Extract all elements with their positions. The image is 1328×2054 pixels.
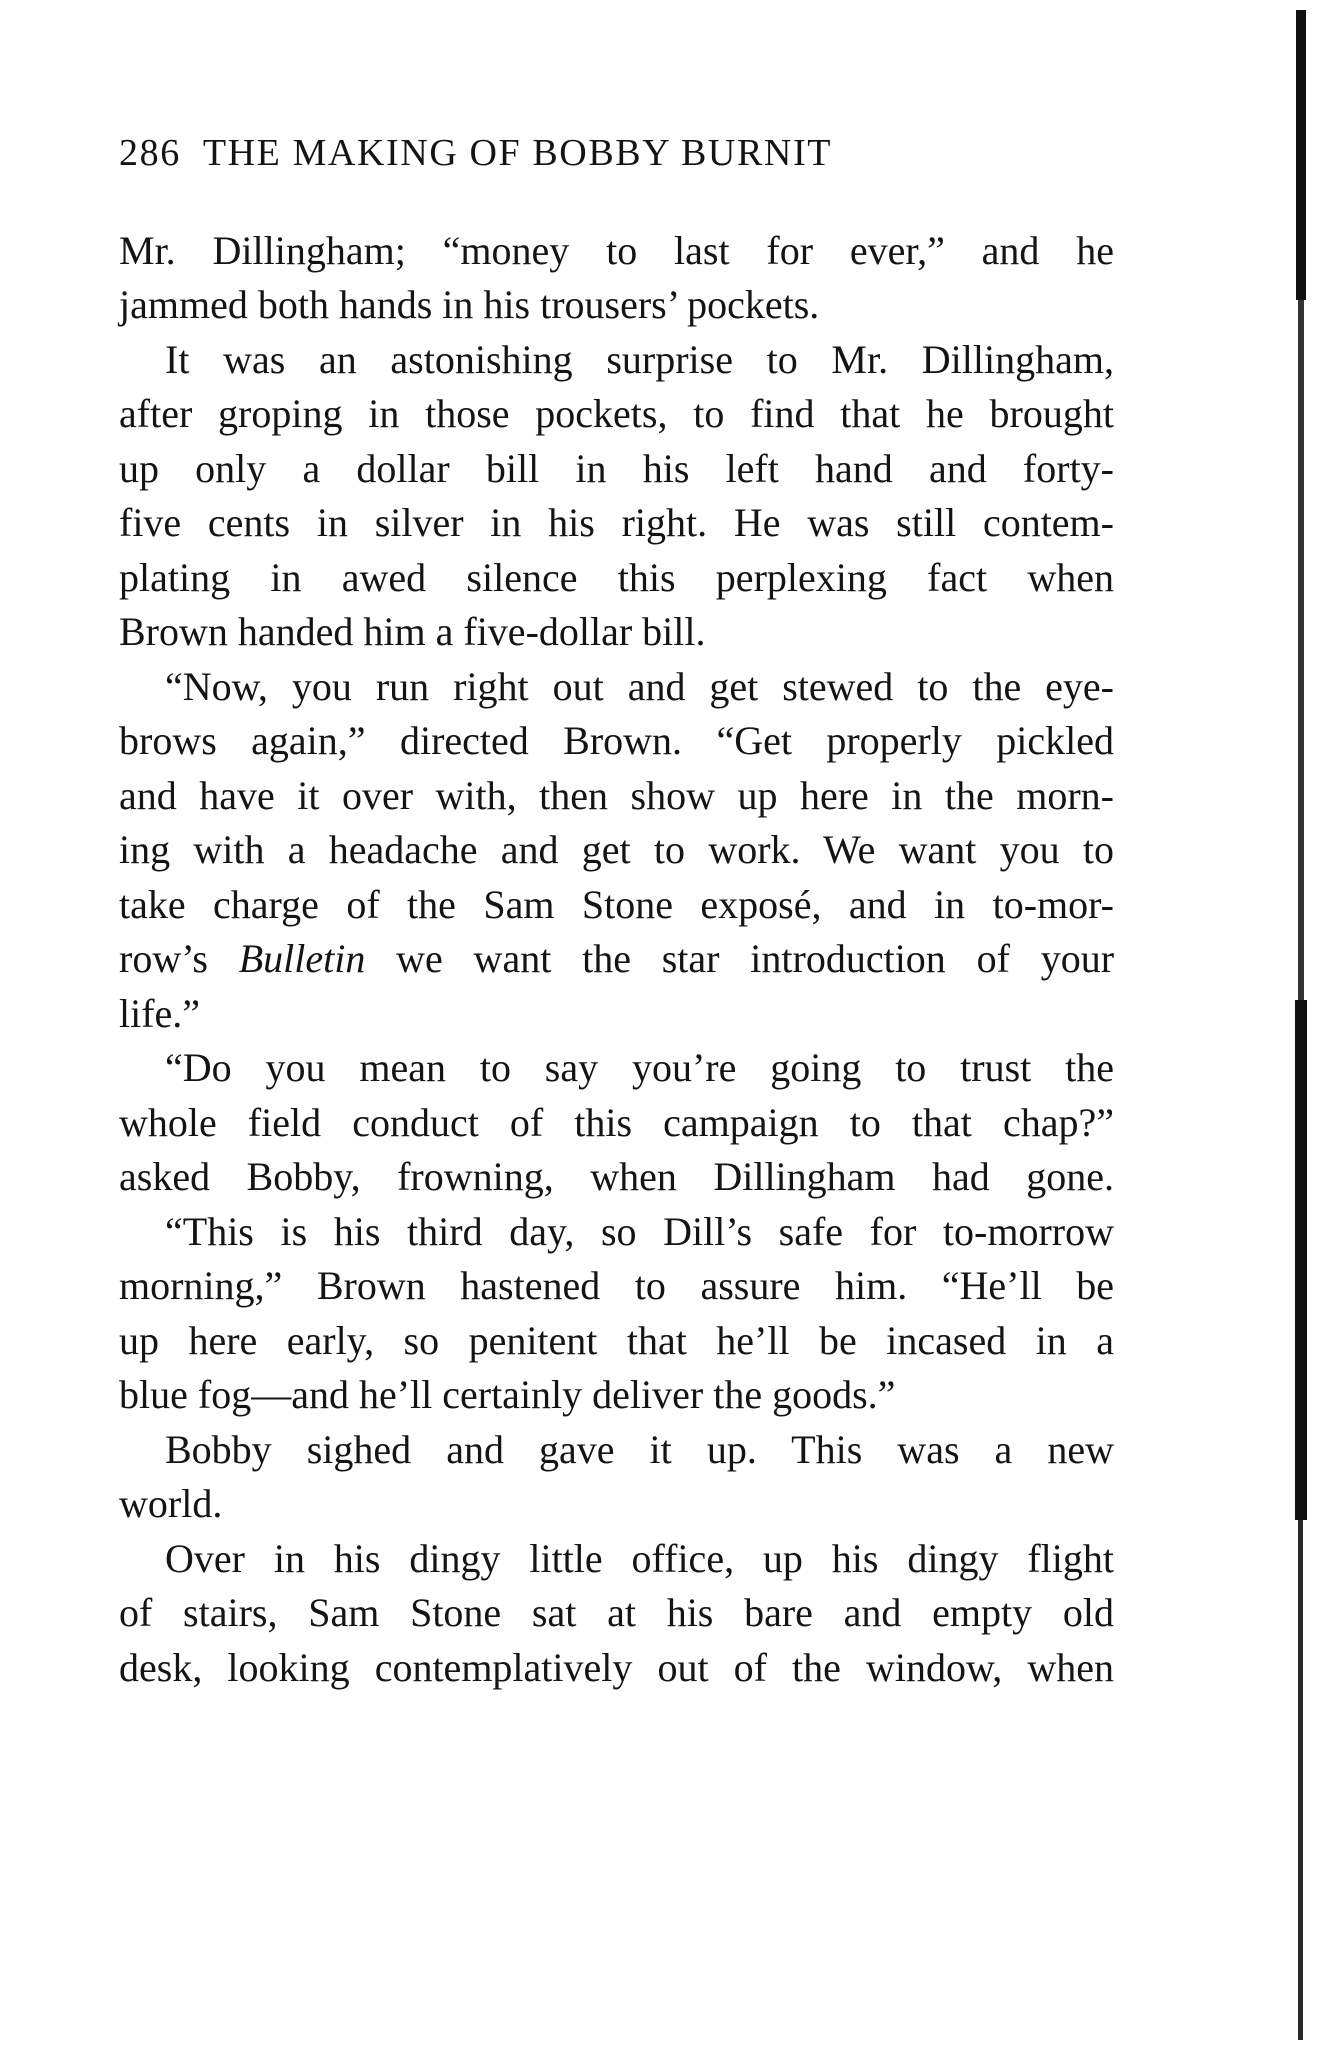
text-line: Brown handed him a five-dollar bill.	[119, 609, 706, 654]
text-line: life.”	[119, 991, 201, 1036]
text-line: plating in awed silence this perplexing fact when	[119, 555, 1114, 600]
text-line: ing with a headache and get to work. We want you to	[119, 827, 1114, 872]
text-line: “This is his third day, so Dill’s safe for to-morrow	[165, 1209, 1114, 1254]
text-line: of stairs, Sam Stone sat at his bare and empty old	[119, 1590, 1114, 1635]
page-number: 286	[119, 132, 181, 174]
text-line: Over in his dingy little office, up his dingy flight	[165, 1536, 1114, 1581]
text-line: It was an astonishing surprise to Mr. Dillingham,	[165, 337, 1114, 382]
text-line: Bobby sighed and gave it up. This was a new	[165, 1427, 1114, 1472]
text-line	[119, 932, 1114, 986]
text-line: “Do you mean to say you’re going to trust the	[165, 1045, 1114, 1090]
text-line: whole field conduct of this campaign to that chap?”	[119, 1100, 1114, 1145]
text-line: brows again,” directed Brown. “Get properly pickled	[119, 718, 1114, 763]
text-line: “Now, you run right out and get stewed to the eye-	[165, 664, 1114, 709]
text-segment: we want the star introduction of your	[396, 936, 1115, 981]
text-line: jammed both hands in his trousers’ pockets.	[119, 282, 820, 327]
text-line: morning,” Brown hastened to assure him. “He’ll be	[119, 1263, 1114, 1308]
running-title: THE MAKING OF BOBBY BURNIT	[202, 132, 833, 174]
binding-edge-shadow	[1292, 10, 1308, 2040]
text-line: up here early, so penitent that he’ll be incased in a	[119, 1318, 1114, 1363]
newspaper-title: Bulletin	[238, 936, 366, 981]
running-header	[119, 128, 1119, 178]
text-line: take charge of the Sam Stone exposé, and in to-mor-	[119, 882, 1114, 927]
text-line: asked Bobby, frowning, when Dillingham had gone.	[119, 1154, 1114, 1199]
text-line: blue fog—and he’ll certainly deliver the goods.”	[119, 1372, 896, 1417]
text-line: world.	[119, 1481, 223, 1526]
text-line: after groping in those pockets, to find that he brought	[119, 391, 1114, 436]
text-segment: row’s	[119, 936, 208, 981]
text-line: Mr. Dillingham; “money to last for ever,” and he	[119, 228, 1114, 273]
text-line: desk, looking contemplatively out of the window, when	[119, 1645, 1114, 1690]
text-line: five cents in silver in his right. He was still contem-	[119, 500, 1114, 545]
text-line: and have it over with, then show up here in the morn-	[119, 773, 1114, 818]
text-line: up only a dollar bill in his left hand and forty-	[119, 446, 1114, 491]
